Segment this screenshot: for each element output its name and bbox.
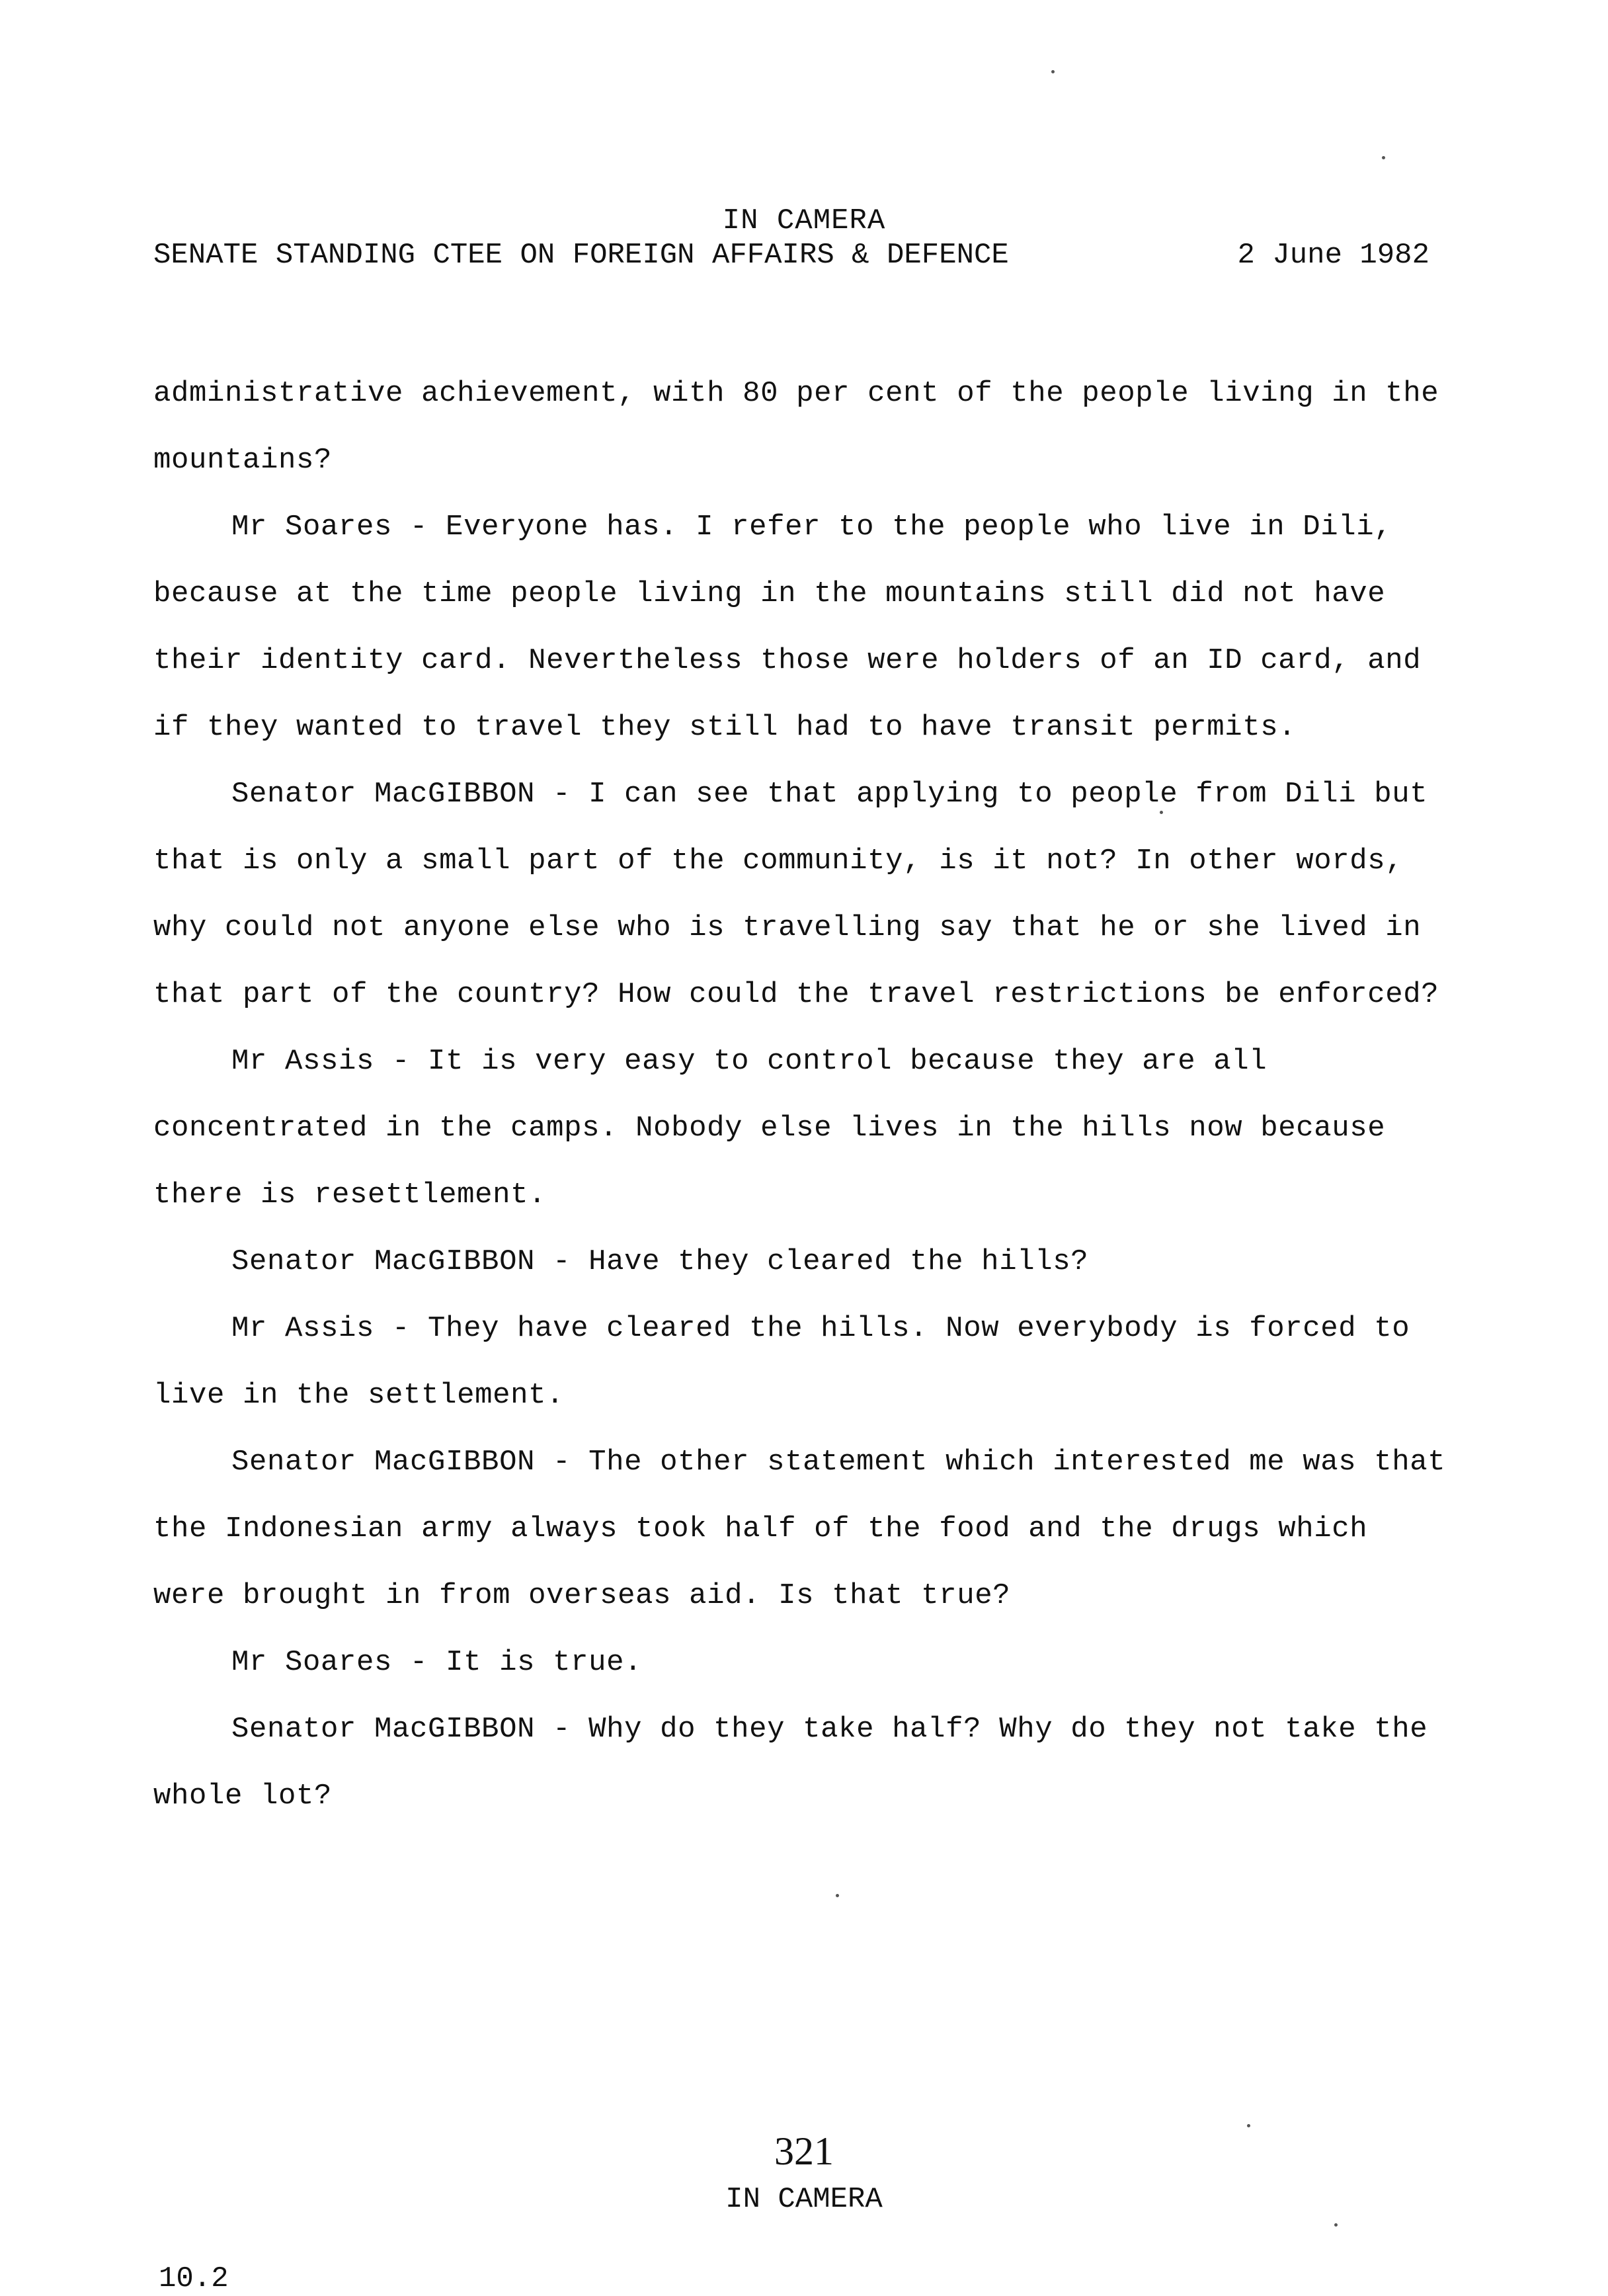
speaker-name: Senator MacGIBBON xyxy=(231,1245,536,1278)
scan-speck xyxy=(1334,2223,1338,2227)
transcript-paragraph xyxy=(153,1295,1449,1429)
scan-speck xyxy=(1247,2124,1250,2127)
paragraph-text: - Have they cleared the hills? xyxy=(535,1245,1089,1278)
speaker-name: Mr Assis xyxy=(231,1045,375,1078)
in-camera-footer: IN CAMERA xyxy=(725,2183,883,2216)
speaker-name: Senator MacGIBBON xyxy=(231,1446,536,1479)
in-camera-header: IN CAMERA xyxy=(722,204,886,237)
transcript-paragraph xyxy=(153,761,1449,1028)
speaker-name: Mr Soares xyxy=(231,511,393,544)
scan-speck xyxy=(836,1894,839,1897)
paragraph-text: - It is very easy to control because they are all concentrated in the camps. Nobody else lives in the hills now because there is resettlement. xyxy=(153,1045,1386,1211)
transcript-paragraph xyxy=(153,494,1449,761)
scan-speck xyxy=(1160,811,1163,814)
committee-header-row xyxy=(153,238,1429,275)
paragraph-text: - The other statement which interested me was that the Indonesian army always took half of the food and the drugs which were brought in from overseas aid. Is that true? xyxy=(153,1446,1446,1612)
paragraph-text: - I can see that applying to people from Dili but that is only a small part of the community, is it not? In other words, why could not anyone else who is travelling say that he or she lived in that part of the country? How could the travel restrictions be enforced? xyxy=(153,778,1439,1011)
paragraph-text: - Why do they take half? Why do they not take the whole lot? xyxy=(153,1713,1428,1813)
committee-name: SENATE STANDING CTEE ON FOREIGN AFFAIRS & DEFENCE xyxy=(153,239,1009,272)
transcript-paragraph xyxy=(153,1028,1449,1229)
transcript-paragraph xyxy=(153,1429,1449,1629)
document-code: 10.2 xyxy=(159,2262,229,2295)
paragraph-text: administrative achievement, with 80 per cent of the people living in the mountains? xyxy=(153,377,1439,477)
speaker-name: Mr Soares xyxy=(231,1646,393,1679)
speaker-name: Senator MacGIBBON xyxy=(231,778,536,811)
page-number: 321 xyxy=(774,2129,834,2173)
scan-speck xyxy=(1382,156,1385,159)
speaker-name: Mr Assis xyxy=(231,1312,375,1345)
scan-speck xyxy=(1051,70,1055,73)
paragraph-text: - It is true. xyxy=(392,1646,643,1679)
transcript-paragraph xyxy=(153,1229,1449,1295)
transcript-paragraph xyxy=(153,360,1449,494)
paragraph-text: - Everyone has. I refer to the people who live in Dili, because at the time people living in the mountains still did not have their identity card. Nevertheless those were holders of an ID card, and if they wanted to travel they still had to have transit permits. xyxy=(153,511,1422,744)
speaker-name: Senator MacGIBBON xyxy=(231,1713,536,1746)
transcript-body xyxy=(153,360,1449,1830)
hearing-date: 2 June 1982 xyxy=(1237,239,1429,272)
paragraph-text: - They have cleared the hills. Now everybody is forced to live in the settlement. xyxy=(153,1312,1410,1412)
transcript-paragraph xyxy=(153,1696,1449,1830)
transcript-paragraph xyxy=(153,1629,1449,1696)
